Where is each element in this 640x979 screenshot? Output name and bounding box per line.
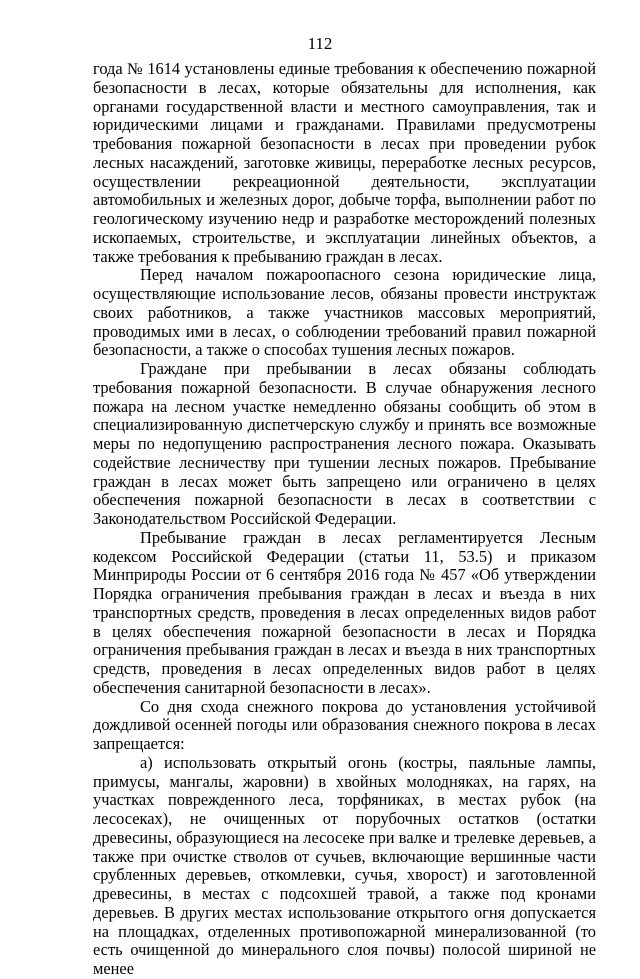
document-body [93, 60, 596, 979]
paragraph-prohibition-period: Со дня схода снежного покрова до установления устойчивой дождливой осенней погоды или образования снежного покрова в лесах запрещается: [93, 696, 596, 753]
paragraph-stay-regulation: Пребывание граждан в лесах регламентируется Лесным кодексом Российской Федерации (статьи 11, 53.5) и приказом Минприроды России от 6 сентября 2016 года № 457 «Об утверждении Порядка ограничения пребывания граждан в лесах и въезда в них транспортных средств, проведения в лесах определенных видов работ в целях обеспечения пожарной безопасности в лесах и Порядка ограничения пребывания граждан в лесах и въезда в них транспортных средств, проведения в лесах определенных видов работ в целях обеспечения санитарной безопасности в лесах». [93, 527, 596, 697]
paragraph-open-fire-prohibition: а) использовать открытый огонь (костры, паяльные лампы, примусы, мангалы, жаровни) в хвойных молодняках, на гарях, на участках поврежденного леса, торфяниках, в местах рубок (на лесосеках), не очищенных от порубочных остатков (остатки древесины, образующиеся на лесосеке при валке и трелевке деревьев, а также при очистке стволов от сучьев, включающие вершинные части срубленных деревьев, откомлевки, сучья, хворост) и заготовленной древесины, в местах с подсохшей травой, а также под кронами деревьев. В других местах использование открытого огня допускается на площадках, отделенных противопожарной минерализованной (то есть очищенной до минерального слоя почвы) полосой шириной не менее [93, 752, 596, 978]
paragraph-pre-season-briefing: Перед началом пожароопасного сезона юридические лица, осуществляющие использование лесов, обязаны провести инструктаж своих работников, а также участников массовых мероприятий, проводимых ими в лесах, о соблюдении требований правил пожарной безопасности, а также о способах тушения лесных пожаров. [93, 265, 596, 360]
paragraph-fire-safety-requirements: года № 1614 установлены единые требования к обеспечению пожарной безопасности в лесах, которые обязательны для исполнения, как органами государственной власти и местного самоуправления, так и юридическими лицами и гражданами. Правилами предусмотрены требования пожарной безопасности в лесах при проведении рубок лесных насаждений, заготовке живицы, переработке лесных ресурсов, осуществлении рекреационной деятельности, эксплуатации автомобильных и железных дорог, добыче торфа, выполнении работ по геологическому изучению недр и разработке месторождений полезных ископаемых, строительстве, и эксплуатации линейных объектов, а также требования к пребыванию граждан в лесах. [93, 59, 596, 266]
page-number: 112 [307, 34, 333, 53]
paragraph-citizen-obligations: Граждане при пребывании в лесах обязаны соблюдать требования пожарной безопасности. В случае обнаружения лесного пожара на лесном участке немедленно обязаны сообщить об этом в специализированную диспетчерскую службу и принять все возможные меры по недопущению распространения лесного пожара. Оказывать содействие лесничеству при тушении лесных пожаров. Пребывание граждан в лесах может быть запрещено или ограничено в целях обеспечения пожарной безопасности в лесах в соответствии с Законодательством Российской Федерации. [93, 359, 596, 528]
